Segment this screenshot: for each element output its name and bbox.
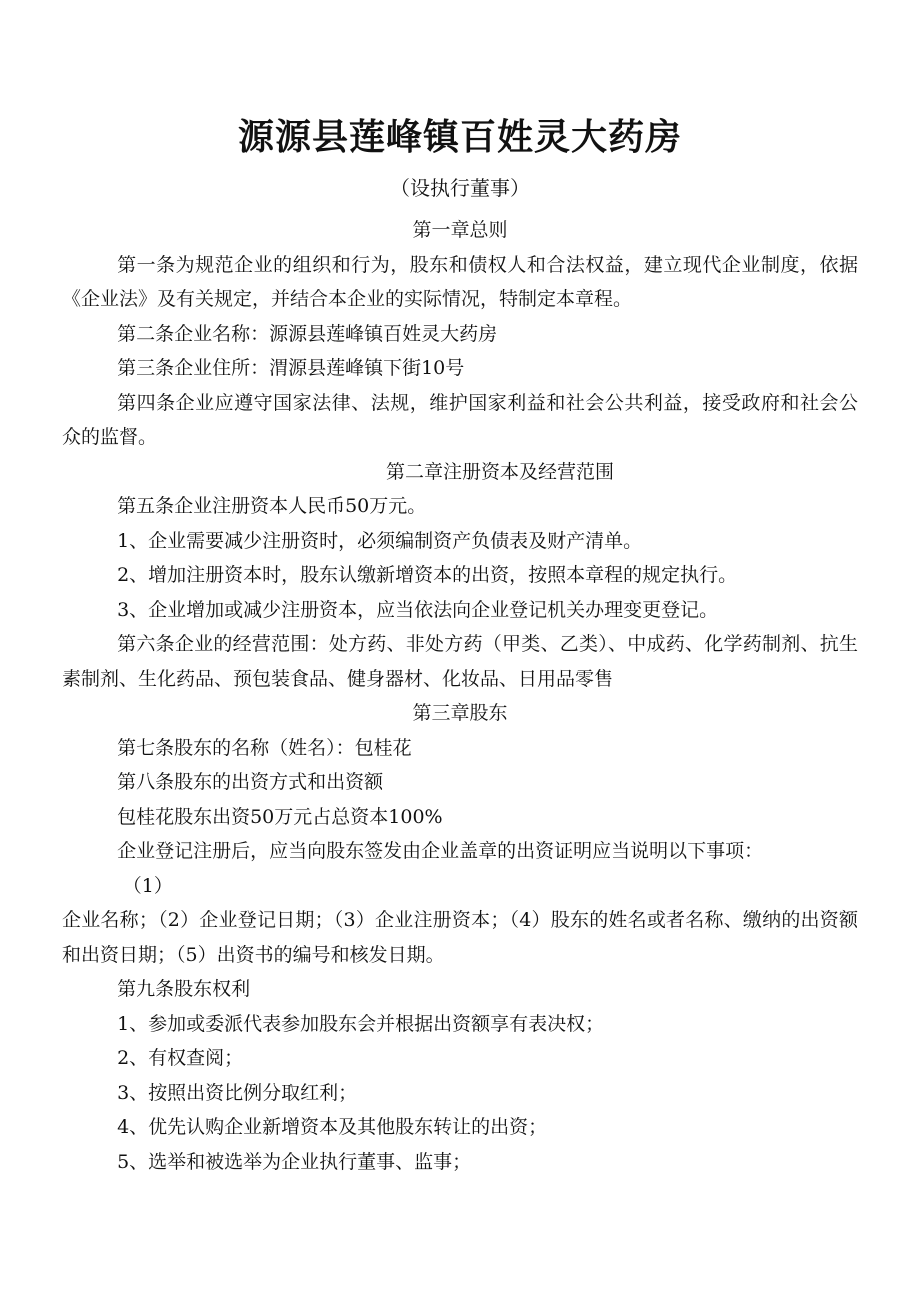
article-paragraph: 第六条企业的经营范围：处方药、非处方药（甲类、乙类）、中成药、化学药制剂、抗生素制剂、生化药品、预包装食品、健身器材、化妆品、日用品零售 (62, 633, 858, 690)
article-paragraph: 第一条为规范企业的组织和行为，股东和债权人和合法权益，建立现代企业制度，依据《企业法》及有关规定，并结合本企业的实际情况，特制定本章程。 (62, 253, 858, 310)
list-item: 1、企业需要减少注册资时，必须编制资产负债表及财产清单。 (117, 529, 643, 552)
article-paragraph: 企业名称；（2）企业登记日期；（3）企业注册资本；（4）股东的姓名或者名称、缴纳的出资额和出资日期；（5）出资书的编号和核发日期。 (62, 909, 858, 966)
list-item: 4、优先认购企业新增资本及其他股东转让的出资； (117, 1116, 548, 1138)
document-subtitle: （设执行董事） (390, 176, 530, 200)
list-item: 2、有权查阅； (117, 1047, 244, 1069)
article-paragraph: 第五条企业注册资本人民币50万元。 (117, 495, 427, 517)
list-item: 5、选举和被选举为企业执行董事、监事； (117, 1150, 472, 1173)
chapter-heading: 第三章股东 (412, 702, 508, 724)
article-paragraph: 第二条企业名称：源源县莲峰镇百姓灵大药房 (117, 322, 498, 345)
article-paragraph: 第三条企业住所：渭源县莲峰镇下街10号 (117, 357, 465, 379)
chapter-heading: 第二章注册资本及经营范围 (385, 460, 614, 483)
article-paragraph: 企业登记注册后，应当向股东签发由企业盖章的出资证明应当说明以下事项： (117, 840, 764, 862)
article-paragraph: 第七条股东的名称（姓名）：包桂花 (117, 736, 412, 759)
article-paragraph: （1） (122, 874, 173, 897)
list-item: 2、增加注册资本时，股东认缴新增资本的出资，按照本章程的规定执行。 (117, 564, 738, 586)
list-item: 1、参加或委派代表参加股东会并根据出资额享有表决权； (117, 1012, 605, 1035)
document-body (62, 213, 858, 1179)
article-paragraph: 包桂花股东出资50万元占总资本100% (117, 805, 443, 828)
article-paragraph: 第九条股东权利 (117, 978, 251, 1000)
list-item: 3、企业增加或减少注册资本，应当依法向企业登记机关办理变更登记。 (117, 598, 719, 621)
article-paragraph: 第四条企业应遵守国家法律、法规，维护国家利益和社会公共利益，接受政府和社会公众的监督。 (62, 391, 858, 448)
article-paragraph: 第八条股东的出资方式和出资额 (117, 771, 384, 793)
list-item: 3、按照出资比例分取红利； (117, 1081, 358, 1104)
document-title: 源源县莲峰镇百姓灵大药房 (237, 117, 682, 158)
chapter-heading: 第一章总则 (412, 219, 508, 241)
